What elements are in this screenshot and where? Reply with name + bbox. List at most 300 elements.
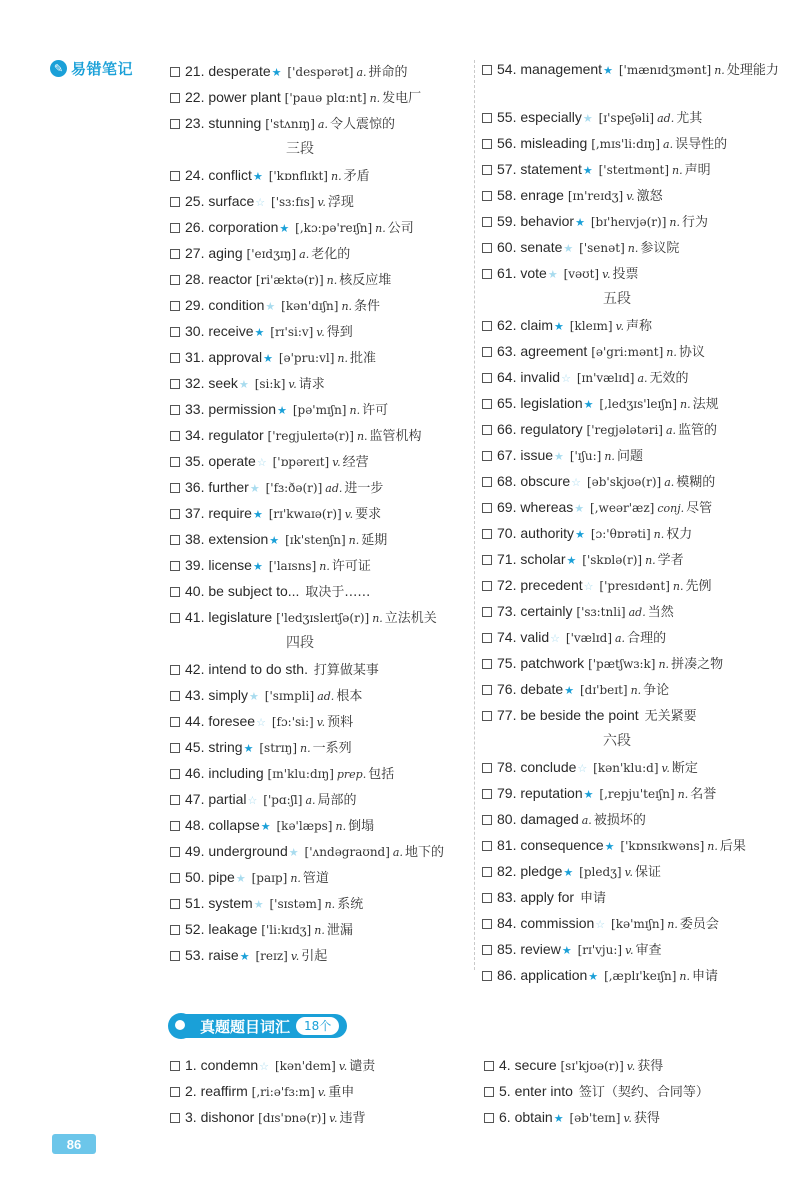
meaning: 进一步 [344,481,384,496]
checkbox[interactable] [482,711,492,721]
vocab-item-82: 82. pledge★ [pledʒ] v. 保证 [482,858,782,884]
checkbox[interactable] [170,613,180,623]
word: be beside the point [520,707,639,723]
checkbox[interactable] [170,301,180,311]
word: reaffirm [200,1083,248,1099]
meaning: 合理的 [627,631,667,646]
word: conclude [520,759,577,775]
vocab-item-62: 62. claim★ [kleɪm] v. 声称 [482,312,782,338]
meaning: 激怒 [636,189,663,204]
part-of-speech: n. [375,222,386,235]
part-of-speech: n. [290,872,301,885]
checkbox[interactable] [482,191,492,201]
meaning: 批准 [350,351,377,366]
word: claim [520,317,554,333]
vocab-item-61: 61. vote★ [vəʊt] v. 投票 [482,260,782,286]
checkbox[interactable] [170,249,180,259]
meaning: 令人震惊的 [329,117,395,132]
checkbox[interactable] [170,457,180,467]
meaning: 公司 [387,221,414,236]
meaning: 谴责 [349,1059,376,1074]
meaning: 声称 [626,319,653,334]
magnifier-icon [168,1013,194,1039]
vocab-item-80: 80. damaged a. 被损坏的 [482,806,782,832]
part-of-speech: n. [679,970,690,983]
vocab-item-65: 65. legislation★ [,ledʒɪs'leɪʃn] n. 法规 [482,390,782,416]
vocab-item-39: 39. license★ ['laɪsns] n. 许可证 [170,552,470,578]
meaning: 无关紧要 [644,709,697,724]
vocab-item-84: 84. commission☆ [kə'mɪʃn] n. 委员会 [482,910,782,936]
part-of-speech: a. [317,118,328,131]
checkbox[interactable] [482,815,492,825]
checkbox[interactable] [170,431,180,441]
phonetic: [,mɪs'li:dɪŋ] [591,137,661,151]
word: reactor [208,271,252,287]
checkbox[interactable] [170,951,180,961]
vocab-item-67: 67. issue★ ['ɪʃu:] n. 问题 [482,442,782,468]
phonetic: ['steɪtmənt] [598,163,670,177]
vocab-item-52: 52. leakage ['li:kɪdʒ] n. 泄漏 [170,916,470,942]
checkbox[interactable] [170,795,180,805]
meaning: 浮现 [327,195,354,210]
part-of-speech: n. [372,612,383,625]
phonetic: [,ledʒɪs'leɪʃn] [599,397,678,411]
phonetic: [strɪŋ] [259,741,298,755]
vocab-item-79: 79. reputation★ [,repju'teɪʃn] n. 名誉 [482,780,782,806]
phonetic: [ɪn'klu:dɪŋ] [267,767,334,781]
checkbox[interactable] [170,327,180,337]
star-icon: ★ [563,867,574,879]
star-outline-icon: ☆ [577,763,588,775]
star-icon: ★ [603,65,613,77]
checkbox[interactable] [482,321,492,331]
phonetic: ['pɑ:ʃl] [263,793,303,807]
checkbox[interactable] [170,275,180,285]
phonetic: ['sɜ:fɪs] [271,195,315,209]
phonetic: [əb'teɪn] [569,1111,621,1125]
checkbox[interactable] [482,139,492,149]
vocab-item-30: 30. receive★ [rɪ'si:v] v. 得到 [170,318,470,344]
word: aging [208,245,243,261]
checkbox[interactable] [170,769,180,779]
phonetic: [pledʒ] [579,865,622,879]
meaning: 根本 [336,689,363,704]
meaning: 重申 [328,1085,355,1100]
checkbox[interactable] [482,399,492,409]
star-half-icon: ★ [235,873,246,885]
meaning: 取决于…… [305,585,371,600]
checkbox[interactable] [482,789,492,799]
checkbox[interactable] [482,919,492,929]
checkbox[interactable] [170,93,180,103]
word: misleading [520,135,588,151]
meaning: 核反应堆 [339,273,392,288]
meaning: 模糊的 [676,475,716,490]
word: partial [208,791,247,807]
exam-item-3: 3. dishonor [dɪs'ɒnə(r)] v. 违背 [170,1104,470,1130]
checkbox[interactable] [170,535,180,545]
checkbox[interactable] [170,405,180,415]
vocab-item-35: 35. operate☆ ['ɒpəreɪt] v. 经营 [170,448,470,474]
vocab-item-85: 85. review★ [rɪ'vju:] v. 审查 [482,936,782,962]
star-half-icon: ★ [582,113,593,125]
vocab-item-46: 46. including [ɪn'klu:dɪŋ] prep. 包括 [170,760,470,786]
phonetic: ['ɪʃu:] [569,449,602,463]
checkbox[interactable] [170,561,180,571]
part-of-speech: n. [627,242,639,255]
checkbox[interactable] [482,763,492,773]
vocab-item-66: 66. regulatory ['regjələtəri] a. 监管的 [482,416,782,442]
checkbox[interactable] [482,65,492,75]
checkbox[interactable] [170,223,180,233]
part-of-speech: a. [581,814,592,827]
checkbox[interactable] [482,555,492,565]
star-half-icon: ★ [265,301,276,313]
part-of-speech: v. [332,456,341,469]
checkbox[interactable] [484,1113,494,1123]
meaning: 要求 [355,507,382,522]
meaning: 局部的 [317,793,357,808]
phonetic: [reɪz] [255,949,288,963]
meaning: 参议院 [640,241,680,256]
word: regulator [208,427,264,443]
checkbox[interactable] [170,847,180,857]
word: secure [514,1057,557,1073]
star-icon: ★ [561,945,572,957]
meaning: 无效的 [649,371,689,386]
checkbox[interactable] [482,893,492,903]
phonetic: ['kɒnsɪkwəns] [620,839,705,853]
checkbox[interactable] [170,743,180,753]
word: pipe [208,869,235,885]
part-of-speech: ad. [325,482,343,495]
word: further [208,479,249,495]
vocab-item-24: 24. conflict★ ['kɒnflɪkt] n. 矛盾 [170,162,470,188]
part-of-speech: a. [356,66,367,79]
word: behavior [520,213,575,229]
part-of-speech: n. [680,398,691,411]
exam-item-2: 2. reaffirm [,ri:ə'fɜ:m] v. 重申 [170,1078,470,1104]
part-of-speech: v. [288,378,297,391]
vocab-item-54: 54. management★ ['mænɪdʒmənt] n. 处理能力 [482,58,782,104]
part-of-speech: n. [666,346,677,359]
star-icon: ★ [564,685,575,697]
phonetic: [ə'gri:mənt] [591,345,664,359]
checkbox[interactable] [170,509,180,519]
phonetic: ['sɪstəm] [269,897,322,911]
checkbox[interactable] [170,379,180,389]
star-icon: ★ [243,743,254,755]
vocab-item-86: 86. application★ [,æplɪ'keɪʃn] n. 申请 [482,962,782,988]
word: raise [208,947,239,963]
star-outline-icon: ☆ [571,477,582,489]
part-of-speech: n. [645,554,656,567]
checkbox[interactable] [170,717,180,727]
phonetic: [rɪ'kwaɪə(r)] [268,507,342,521]
meaning: 断定 [671,761,698,776]
checkbox[interactable] [482,113,492,123]
phonetic: [ə'pru:vl] [278,351,335,365]
checkbox[interactable] [482,347,492,357]
star-outline-icon: ☆ [256,457,267,469]
meaning: 被损坏的 [593,813,646,828]
star-half-icon: ★ [249,691,259,703]
meaning: 投票 [612,267,639,282]
part-of-speech: v. [626,1060,636,1073]
meaning: 许可证 [331,559,371,574]
checkbox[interactable] [482,503,492,513]
checkbox[interactable] [170,691,180,701]
phonetic: [ri'æktə(r)] [255,273,324,287]
star-icon: ★ [553,1113,564,1125]
checkbox[interactable] [482,451,492,461]
word: surface [208,193,255,209]
star-half-icon: ★ [249,483,260,495]
word: foresee [208,713,256,729]
part-of-speech: a. [664,476,675,489]
part-of-speech: n. [707,840,718,853]
part-of-speech: v. [317,196,326,209]
phonetic: ['eɪdʒɪŋ] [246,247,297,261]
part-of-speech: v. [624,866,634,879]
word: legislature [208,609,273,625]
word: precedent [520,577,583,593]
meaning: 拼命的 [368,65,408,80]
star-half-icon: ★ [238,379,249,391]
checkbox[interactable] [482,529,492,539]
star-icon: ★ [263,353,273,365]
star-icon: ★ [239,951,250,963]
word: including [208,765,264,781]
section-heading-5: 五段 [603,291,631,307]
checkbox[interactable] [482,217,492,227]
exam-column-left [170,1052,470,1130]
word: desperate [208,63,271,79]
checkbox[interactable] [170,171,180,181]
phonetic: ['stʌnɪŋ] [265,117,315,131]
vocab-item-21: 21. desperate★ ['despərət] a. 拼命的 [170,58,470,84]
vocab-item-53: 53. raise★ [reɪz] v. 引起 [170,942,470,968]
part-of-speech: n. [604,450,615,463]
vocab-item-70: 70. authority★ [ɔ:'θɒrəti] n. 权力 [482,520,782,546]
checkbox[interactable] [482,945,492,955]
checkbox[interactable] [482,971,492,981]
meaning: 拼凑之物 [671,657,724,672]
word: commission [520,915,595,931]
checkbox[interactable] [482,607,492,617]
checkbox[interactable] [170,665,180,675]
part-of-speech: n. [658,658,670,671]
checkbox[interactable] [482,841,492,851]
checkbox[interactable] [170,1113,180,1123]
meaning: 后果 [719,839,746,854]
part-of-speech: n. [672,164,683,177]
part-of-speech: v. [329,1112,338,1125]
word: be subject to... [208,583,300,599]
checkbox[interactable] [170,873,180,883]
meaning: 声明 [684,163,711,178]
vocab-item-75: 75. patchwork ['pætʃwɜ:k] n. 拼凑之物 [482,650,782,676]
vocab-item-57: 57. statement★ ['steɪtmənt] n. 声明 [482,156,782,182]
star-half-icon: ★ [574,503,585,515]
word: consequence [520,837,604,853]
vocab-item-63: 63. agreement [ə'gri:mənt] n. 协议 [482,338,782,364]
checkbox[interactable] [482,867,492,877]
meaning: 倒塌 [348,819,375,834]
word: authority [520,525,575,541]
word: dishonor [200,1109,255,1125]
word: vote [520,265,547,281]
part-of-speech: v. [623,1112,632,1125]
star-icon: ★ [252,561,263,573]
phonetic: ['kɒnflɪkt] [268,169,328,183]
section-heading-6: 六段 [603,733,631,749]
checkbox[interactable] [482,685,492,695]
part-of-speech: v. [316,716,326,729]
part-of-speech: a. [663,138,674,151]
meaning: 矛盾 [343,169,370,184]
part-of-speech: n. [672,580,684,593]
part-of-speech: n. [356,430,368,443]
phonetic: ['sɪmpli] [264,689,315,703]
meaning: 立法机关 [384,611,437,626]
checkbox[interactable] [482,165,492,175]
checkbox[interactable] [170,899,180,909]
checkbox[interactable] [482,243,492,253]
vocab-item-31: 31. approval★ [ə'pru:vl] n. 批准 [170,344,470,370]
checkbox[interactable] [482,633,492,643]
word: legislation [520,395,583,411]
word: obtain [514,1109,553,1125]
part-of-speech: n. [324,898,336,911]
vocab-item-48: 48. collapse★ [kə'læps] n. 倒塌 [170,812,470,838]
word: extension [208,531,269,547]
star-icon: ★ [254,327,265,339]
checkbox[interactable] [482,659,492,669]
vocab-item-27: 27. aging ['eɪdʒɪŋ] a. 老化的 [170,240,470,266]
part-of-speech: n. [677,788,689,801]
exam-item-6: 6. obtain★ [əb'teɪn] v. 获得 [484,1104,784,1130]
checkbox[interactable] [170,119,180,129]
star-icon: ★ [604,841,615,853]
meaning: 处理能力 [726,63,779,78]
phonetic: [əb'skjʊə(r)] [586,475,662,489]
phonetic: [kleɪm] [569,319,613,333]
part-of-speech: a. [305,794,316,807]
vocab-item-33: 33. permission★ [pə'mɪʃn] n. 许可 [170,396,470,422]
part-of-speech: ad. [657,112,675,125]
star-icon: ★ [582,165,593,177]
meaning: 尤其 [676,111,703,126]
part-of-speech: v. [602,268,611,281]
vocab-item-36: 36. further★ ['fɜ:ðə(r)] ad. 进一步 [170,474,470,500]
part-of-speech: n. [669,216,680,229]
word: management [520,61,603,77]
checkbox[interactable] [170,1061,180,1071]
side-label-text: 易错笔记 [71,60,134,78]
exam-item-5: 5. enter into 签订（契约、合同等） [484,1078,784,1104]
phonetic: [,kɔ:pə'reɪʃn] [295,221,373,235]
vocab-item-25: 25. surface☆ ['sɜ:fɪs] v. 浮现 [170,188,470,214]
vocab-item-71: 71. scholar★ ['skɒlə(r)] n. 学者 [482,546,782,572]
part-of-speech: v. [615,320,624,333]
phonetic: ['ledʒɪsleɪtʃə(r)] [276,611,370,625]
checkbox[interactable] [170,353,180,363]
phonetic: ['skɒlə(r)] [582,553,643,567]
part-of-speech: n. [369,92,381,105]
meaning: 签订（契约、合同等） [578,1085,709,1100]
phonetic: ['senət] [579,241,625,255]
phonetic: [sɪ'kjʊə(r)] [560,1059,624,1073]
checkbox[interactable] [482,425,492,435]
checkbox[interactable] [484,1061,494,1071]
column-divider [474,60,475,970]
checkbox[interactable] [170,197,180,207]
word: simply [208,687,249,703]
meaning: 监管的 [678,423,718,438]
star-outline-icon: ☆ [550,633,561,645]
phonetic: ['laɪsns] [268,559,317,573]
checkbox[interactable] [482,581,492,591]
vocab-column-left [170,58,470,968]
star-icon: ★ [554,321,564,333]
meaning: 一系列 [312,741,352,756]
word: license [208,557,252,573]
vocab-item-26: 26. corporation★ [,kɔ:pə'reɪʃn] n. 公司 [170,214,470,240]
word: damaged [520,811,579,827]
meaning: 请求 [298,377,325,392]
phonetic: [kə'læps] [276,819,333,833]
meaning: 许可 [362,403,389,418]
star-icon: ★ [252,509,263,521]
star-icon: ★ [271,67,282,79]
checkbox[interactable] [170,821,180,831]
checkbox[interactable] [484,1087,494,1097]
meaning: 行为 [681,215,708,230]
word: condemn [200,1057,259,1073]
checkbox[interactable] [170,925,180,935]
vocab-item-78: 78. conclude☆ [kən'klu:d] v. 断定 [482,754,782,780]
checkbox[interactable] [482,477,492,487]
phonetic: [kən'dɪʃn] [281,299,339,313]
checkbox[interactable] [170,483,180,493]
part-of-speech: n. [314,924,325,937]
star-icon: ★ [583,789,594,801]
word: regulatory [520,421,583,437]
phonetic: ['vælɪd] [565,631,612,645]
section-heading-4: 四段 [286,635,314,651]
star-icon: ★ [588,971,599,983]
meaning: 问题 [616,449,643,464]
checkbox[interactable] [482,269,492,279]
phonetic: [,weər'æz] [590,501,655,515]
checkbox[interactable] [170,67,180,77]
banner-title: 真题题目词汇 [200,1017,291,1036]
part-of-speech: n. [630,684,642,697]
checkbox[interactable] [482,373,492,383]
meaning: 泄漏 [326,923,353,938]
phonetic: [dɪs'ɒnə(r)] [258,1111,327,1125]
word: intend to do sth. [208,661,308,677]
checkbox[interactable] [170,1087,180,1097]
checkbox[interactable] [170,587,180,597]
word: receive [208,323,254,339]
phonetic: [pə'mɪʃn] [292,403,347,417]
vocab-item-68: 68. obscure☆ [əb'skjʊə(r)] a. 模糊的 [482,468,782,494]
side-label [50,58,133,79]
part-of-speech: n. [326,274,338,287]
star-icon: ★ [575,217,585,229]
